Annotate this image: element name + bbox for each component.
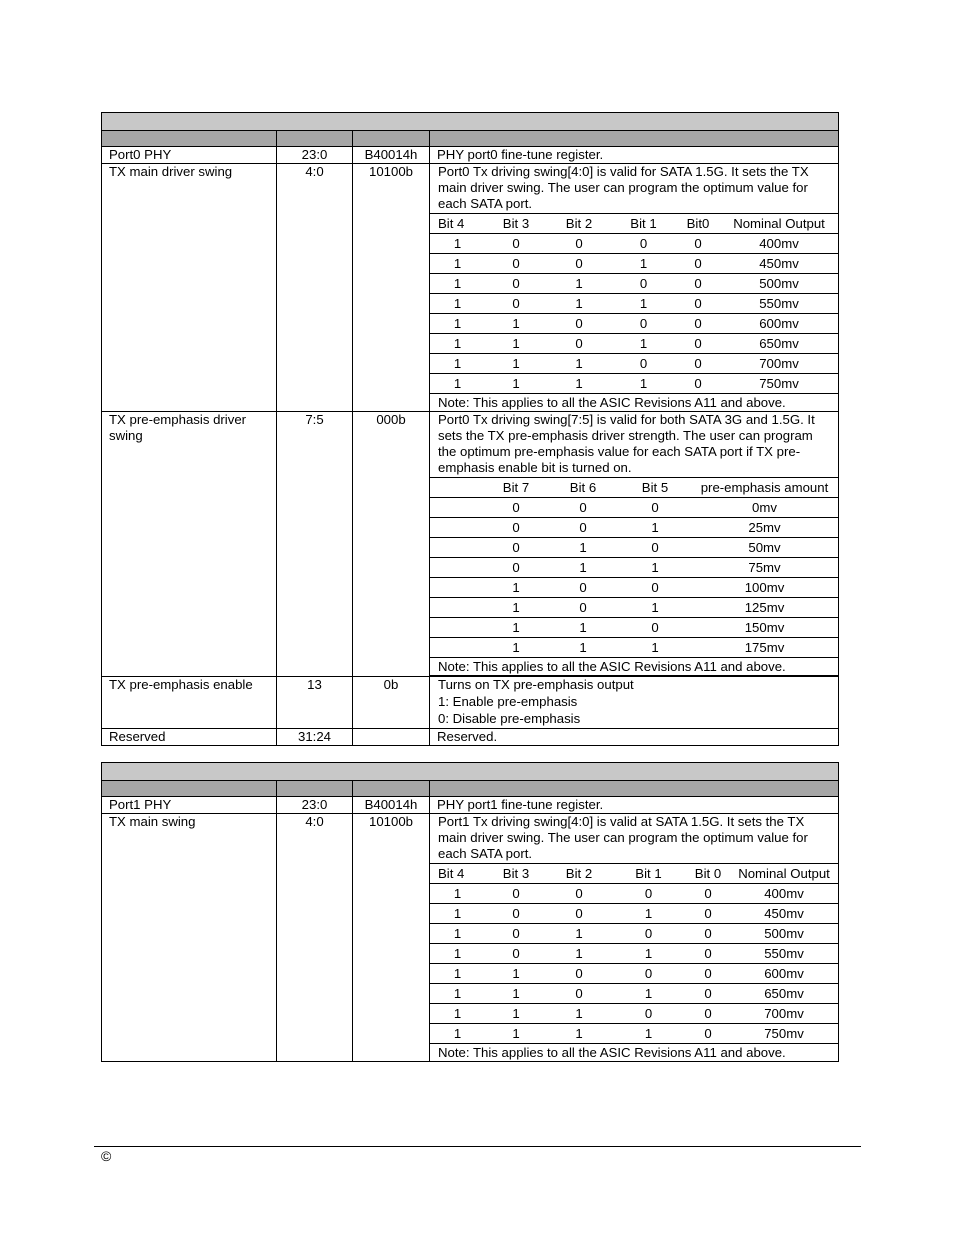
table-row — [102, 412, 839, 677]
table-header-row — [102, 781, 839, 797]
cell: 125mv — [691, 598, 838, 618]
bits: 13 — [277, 676, 353, 729]
bits: 23:0 — [277, 147, 353, 164]
note: Note: This applies to all the ASIC Revisions A11 and above. — [430, 393, 838, 411]
col-header: Bit 3 — [485, 864, 547, 884]
description: Port0 Tx driving swing[4:0] is valid for SATA 1.5G. It sets the TX main driver swing. The user can program the optimum value for each SATA port. — [438, 164, 809, 211]
value-table — [430, 477, 838, 657]
default-value: B40014h — [353, 147, 430, 164]
cell: 1 — [430, 314, 485, 334]
cell: 0 — [676, 254, 720, 274]
field-name: Reserved — [102, 729, 277, 746]
cell: 1 — [619, 638, 691, 658]
cell: 0 — [686, 924, 730, 944]
table-title-band — [102, 763, 839, 781]
cell: 0 — [547, 884, 611, 904]
cell: 0 — [547, 598, 619, 618]
value-row — [430, 1004, 838, 1024]
cell: 0 — [676, 294, 720, 314]
cell: 0 — [619, 578, 691, 598]
cell: 0 — [485, 234, 547, 254]
cell: 0 — [611, 1004, 686, 1024]
note: Note: This applies to all the ASIC Revisions A11 and above. — [430, 1043, 838, 1061]
col-header: Bit 2 — [547, 214, 611, 234]
value-row — [430, 234, 838, 254]
cell: 0 — [485, 904, 547, 924]
cell: 0 — [619, 538, 691, 558]
cell: 0 — [611, 314, 676, 334]
cell: 0 — [676, 354, 720, 374]
cell: 1 — [430, 884, 485, 904]
cell: 1 — [547, 618, 619, 638]
cell: 0 — [611, 884, 686, 904]
cell: 500mv — [720, 274, 838, 294]
cell: 1 — [485, 578, 547, 598]
table-row — [102, 164, 839, 412]
value-row — [430, 294, 838, 314]
cell: 1 — [430, 234, 485, 254]
bits: 31:24 — [277, 729, 353, 746]
col-header: Bit 1 — [611, 864, 686, 884]
value-row — [430, 578, 838, 598]
table-title-band — [102, 113, 839, 131]
value-row — [430, 538, 838, 558]
cell: 1 — [619, 558, 691, 578]
cell: 0 — [611, 234, 676, 254]
cell: 1 — [611, 254, 676, 274]
value-row — [430, 354, 838, 374]
bits: 7:5 — [277, 412, 353, 677]
value-row — [430, 558, 838, 578]
cell: 1 — [611, 904, 686, 924]
default-value: B40014h — [353, 797, 430, 814]
col-header: Bit 7 — [485, 478, 547, 498]
cell: 0 — [547, 314, 611, 334]
cell: 500mv — [730, 924, 838, 944]
cell: 1 — [430, 924, 485, 944]
bits: 4:0 — [277, 814, 353, 1062]
empty-header — [430, 478, 485, 498]
register-table-port0 — [101, 112, 839, 746]
cell: 1 — [430, 1004, 485, 1024]
value-table-header — [430, 478, 838, 498]
value-table — [430, 213, 838, 393]
description: PHY port0 fine-tune register. — [430, 147, 839, 164]
description-cell — [430, 814, 839, 1062]
cell: 0 — [547, 984, 611, 1004]
cell: 1 — [430, 944, 485, 964]
value-row — [430, 274, 838, 294]
cell: 1 — [611, 294, 676, 314]
cell: 0 — [547, 518, 619, 538]
cell: 0 — [485, 538, 547, 558]
cell: 700mv — [720, 354, 838, 374]
default-value: 10100b — [353, 164, 430, 412]
value-row — [430, 374, 838, 394]
description-cell — [430, 676, 839, 729]
value-row — [430, 944, 838, 964]
cell: 0 — [611, 274, 676, 294]
cell: 1 — [547, 638, 619, 658]
cell: 75mv — [691, 558, 838, 578]
cell: 0 — [686, 1024, 730, 1044]
cell: 0 — [686, 944, 730, 964]
col-header: Bit 1 — [611, 214, 676, 234]
cell: 100mv — [691, 578, 838, 598]
value-row — [430, 924, 838, 944]
field-name: Port0 PHY — [102, 147, 277, 164]
cell: 1 — [547, 924, 611, 944]
cell: 1 — [547, 294, 611, 314]
cell: 400mv — [730, 884, 838, 904]
cell: 50mv — [691, 538, 838, 558]
cell: 0 — [485, 274, 547, 294]
cell: 1 — [430, 964, 485, 984]
description-line: 0: Disable pre-emphasis — [438, 711, 581, 726]
cell: 650mv — [720, 334, 838, 354]
cell: 0 — [676, 274, 720, 294]
table-row — [102, 676, 839, 729]
cell: 0 — [611, 924, 686, 944]
value-table — [430, 863, 838, 1043]
value-table-header — [430, 864, 838, 884]
register-table-port1 — [101, 762, 839, 1062]
cell: 1 — [547, 944, 611, 964]
col-header: Bit 5 — [619, 478, 691, 498]
cell: 1 — [485, 374, 547, 394]
cell: 0 — [485, 884, 547, 904]
cell: 0 — [547, 334, 611, 354]
cell: 1 — [547, 1024, 611, 1044]
value-row — [430, 618, 838, 638]
cell: 1 — [619, 518, 691, 538]
cell: 0 — [686, 904, 730, 924]
cell: 0 — [547, 904, 611, 924]
cell: 0 — [686, 1004, 730, 1024]
cell: 0 — [547, 498, 619, 518]
description: Port1 Tx driving swing[4:0] is valid at SATA 1.5G. It sets the TX main driver swing. The user can program the optimum value for each SATA port. — [438, 814, 808, 861]
cell: 0 — [485, 518, 547, 538]
default-value: 10100b — [353, 814, 430, 1062]
cell: 1 — [430, 904, 485, 924]
cell: 1 — [547, 538, 619, 558]
description-line: Turns on TX pre-emphasis output — [438, 677, 634, 692]
value-row — [430, 1024, 838, 1044]
cell: 1 — [547, 354, 611, 374]
default-value: 0b — [353, 676, 430, 729]
footer-rule — [94, 1146, 861, 1147]
cell: 1 — [430, 1024, 485, 1044]
table-row — [102, 797, 839, 814]
cell: 1 — [611, 374, 676, 394]
field-name: TX main driver swing — [102, 164, 277, 412]
cell: 1 — [430, 254, 485, 274]
cell: 1 — [430, 294, 485, 314]
cell: 1 — [619, 598, 691, 618]
cell: 0 — [485, 294, 547, 314]
col-header: Bit 4 — [430, 214, 485, 234]
table-header-row — [102, 131, 839, 147]
col-header: Bit 0 — [686, 864, 730, 884]
default-value — [353, 729, 430, 746]
cell: 400mv — [720, 234, 838, 254]
note: Note: This applies to all the ASIC Revisions A11 and above. — [430, 657, 838, 675]
field-name: TX main swing — [102, 814, 277, 1062]
col-header: Bit 6 — [547, 478, 619, 498]
bits: 4:0 — [277, 164, 353, 412]
cell: 1 — [485, 618, 547, 638]
col-header: Nominal Output — [720, 214, 838, 234]
cell: 1 — [430, 984, 485, 1004]
cell: 1 — [485, 598, 547, 618]
table-row — [102, 814, 839, 1062]
col-header: Nominal Output — [730, 864, 838, 884]
cell: 1 — [430, 334, 485, 354]
value-row — [430, 638, 838, 658]
value-row — [430, 254, 838, 274]
cell: 0 — [676, 334, 720, 354]
cell: 0 — [485, 944, 547, 964]
cell: 0 — [611, 964, 686, 984]
description: Port0 Tx driving swing[7:5] is valid for both SATA 3G and 1.5G. It sets the TX pre-emphasis driver strength. The user can program the optimum pre-emphasis value for each SATA port if TX pre-emphasis enable bit is turned on. — [438, 412, 815, 475]
cell: 0 — [676, 314, 720, 334]
value-row — [430, 904, 838, 924]
cell: 0 — [686, 964, 730, 984]
description-cell — [430, 412, 839, 677]
col-header: Bit 4 — [430, 864, 485, 884]
value-row — [430, 334, 838, 354]
value-row — [430, 498, 838, 518]
field-name: TX pre-emphasis driver swing — [102, 412, 277, 677]
cell: 1 — [547, 274, 611, 294]
value-row — [430, 964, 838, 984]
col-header: Bit0 — [676, 214, 720, 234]
cell: 25mv — [691, 518, 838, 538]
cell: 450mv — [730, 904, 838, 924]
cell: 0 — [686, 884, 730, 904]
cell: 1 — [430, 374, 485, 394]
cell: 0 — [547, 964, 611, 984]
cell: 0 — [547, 234, 611, 254]
table-row — [102, 147, 839, 164]
cell: 0 — [611, 354, 676, 374]
cell: 1 — [430, 354, 485, 374]
cell: 1 — [485, 964, 547, 984]
cell: 0 — [485, 558, 547, 578]
cell: 0 — [619, 618, 691, 638]
cell: 0 — [485, 924, 547, 944]
description: Reserved. — [430, 729, 839, 746]
cell: 750mv — [720, 374, 838, 394]
cell: 1 — [485, 354, 547, 374]
field-name: TX pre-emphasis enable — [102, 676, 277, 729]
cell: 0 — [547, 578, 619, 598]
cell: 1 — [547, 374, 611, 394]
cell: 1 — [485, 334, 547, 354]
cell: 600mv — [720, 314, 838, 334]
cell: 0mv — [691, 498, 838, 518]
value-row — [430, 598, 838, 618]
col-header: Bit 2 — [547, 864, 611, 884]
col-header: Bit 3 — [485, 214, 547, 234]
cell: 1 — [485, 1004, 547, 1024]
cell: 1 — [485, 314, 547, 334]
cell: 1 — [611, 984, 686, 1004]
cell: 650mv — [730, 984, 838, 1004]
value-table-header — [430, 214, 838, 234]
cell: 1 — [611, 1024, 686, 1044]
default-value: 000b — [353, 412, 430, 677]
cell: 0 — [686, 984, 730, 1004]
cell: 750mv — [730, 1024, 838, 1044]
value-row — [430, 884, 838, 904]
cell: 1 — [485, 984, 547, 1004]
col-header: pre-emphasis amount — [691, 478, 838, 498]
cell: 1 — [611, 334, 676, 354]
description: PHY port1 fine-tune register. — [430, 797, 839, 814]
cell: 1 — [547, 1004, 611, 1024]
cell: 550mv — [720, 294, 838, 314]
cell: 175mv — [691, 638, 838, 658]
cell: 450mv — [720, 254, 838, 274]
cell: 1 — [611, 944, 686, 964]
field-name: Port1 PHY — [102, 797, 277, 814]
cell: 0 — [676, 234, 720, 254]
description-cell — [430, 164, 839, 412]
cell: 1 — [485, 1024, 547, 1044]
cell: 700mv — [730, 1004, 838, 1024]
table-row — [102, 729, 839, 746]
value-row — [430, 984, 838, 1004]
cell: 150mv — [691, 618, 838, 638]
cell: 1 — [485, 638, 547, 658]
cell: 0 — [676, 374, 720, 394]
cell: 550mv — [730, 944, 838, 964]
copyright-mark: © — [101, 1148, 112, 1164]
cell: 600mv — [730, 964, 838, 984]
cell: 1 — [430, 274, 485, 294]
cell: 0 — [547, 254, 611, 274]
bits: 23:0 — [277, 797, 353, 814]
cell: 0 — [485, 498, 547, 518]
cell: 0 — [485, 254, 547, 274]
value-row — [430, 314, 838, 334]
cell: 0 — [619, 498, 691, 518]
cell: 1 — [547, 558, 619, 578]
value-row — [430, 518, 838, 538]
description-line: 1: Enable pre-emphasis — [438, 694, 578, 709]
